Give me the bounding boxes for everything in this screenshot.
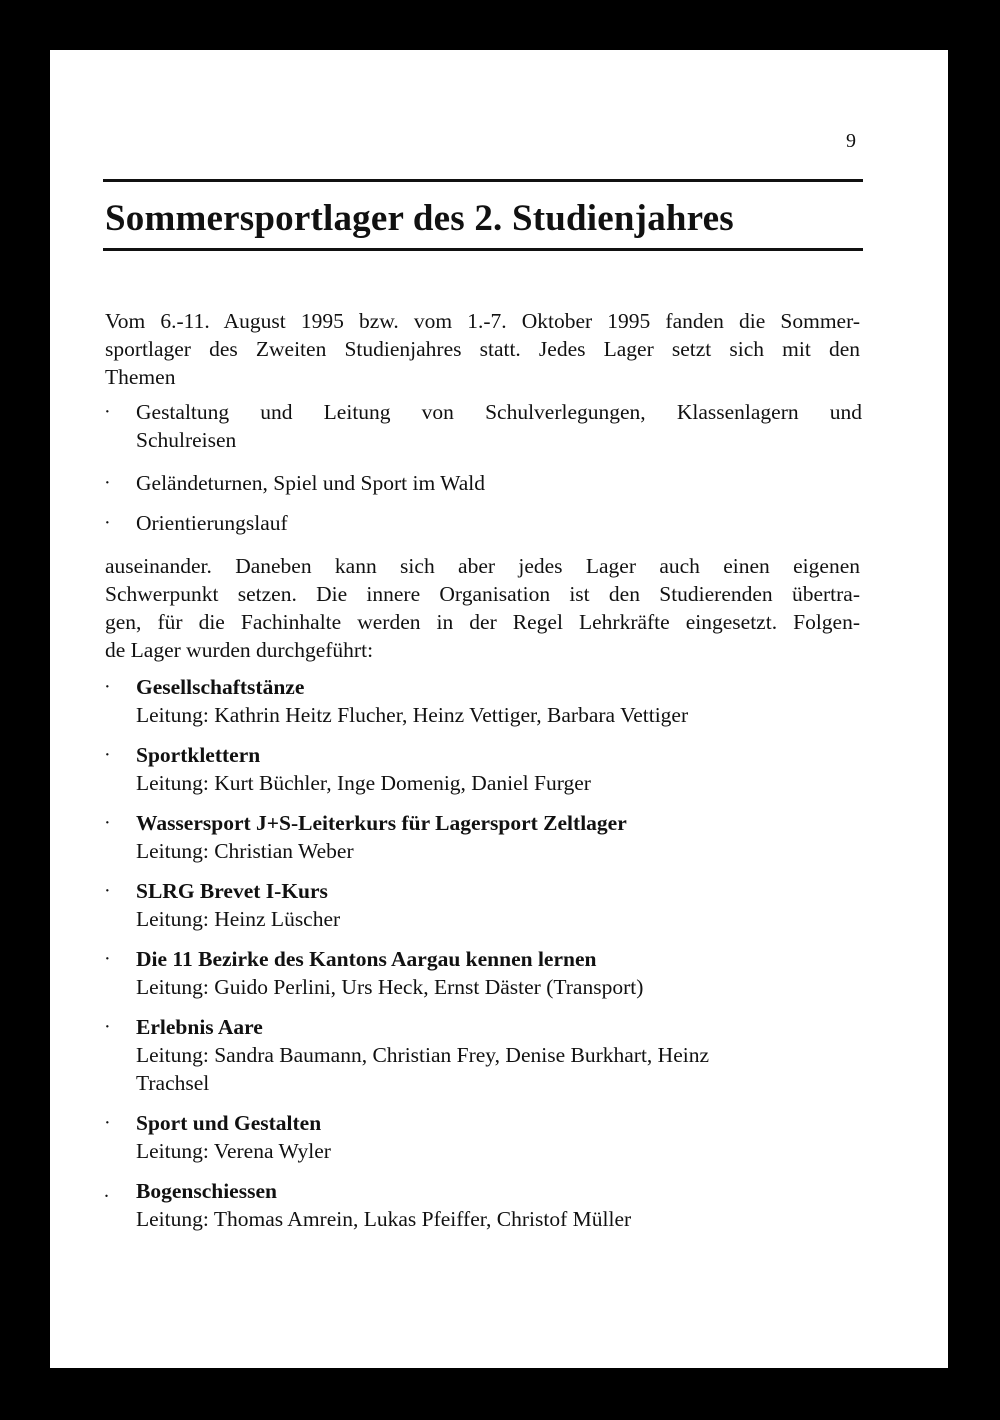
camp-name: Sport und Gestalten bbox=[136, 1111, 322, 1135]
bullet-mark: · bbox=[104, 472, 111, 494]
camp-name: Gesellschaftstänze bbox=[136, 675, 305, 699]
theme-text bbox=[136, 469, 862, 497]
camp-leaders bbox=[136, 1205, 862, 1233]
bullet-mark: · bbox=[104, 1016, 111, 1038]
theme-line: Schulreisen bbox=[136, 428, 237, 452]
camp-name: SLRG Brevet I-Kurs bbox=[136, 879, 328, 903]
leaders-line: Leitung: Verena Wyler bbox=[136, 1139, 331, 1163]
bullet-mark: · bbox=[104, 948, 111, 970]
camp-text bbox=[136, 673, 862, 729]
leaders-line: Trachsel bbox=[136, 1071, 210, 1095]
camp-leaders bbox=[136, 769, 862, 797]
theme-text bbox=[136, 398, 862, 454]
camp-text bbox=[136, 741, 862, 797]
page-number: 9 bbox=[846, 130, 856, 152]
camp-text bbox=[136, 945, 862, 1001]
title-rule-bottom bbox=[103, 248, 863, 251]
bullet-mark: . bbox=[104, 1180, 109, 1202]
outro-line: auseinander. Daneben kann sich aber jedes Lager auch einen eigenen bbox=[105, 554, 860, 578]
leaders-line: Leitung: Christian Weber bbox=[136, 839, 354, 863]
camp-leaders bbox=[136, 1137, 862, 1165]
outro-paragraph bbox=[105, 552, 860, 664]
outro-line: gen, für die Fachinhalte werden in der Regel Lehrkräfte eingesetzt. Folgen- bbox=[105, 610, 860, 634]
bullet-mark: · bbox=[104, 812, 111, 834]
intro-line: sportlager des Zweiten Studienjahres statt. Jedes Lager setzt sich mit den bbox=[105, 337, 860, 361]
camp-text bbox=[136, 1109, 862, 1165]
camp-text bbox=[136, 809, 862, 865]
camp-leaders bbox=[136, 1041, 862, 1097]
leaders-line: Leitung: Kathrin Heitz Flucher, Heinz Vettiger, Barbara Vettiger bbox=[136, 703, 689, 727]
theme-line: Orientierungslauf bbox=[136, 511, 288, 535]
camp-name: Wassersport J+S-Leiterkurs für Lagersport Zeltlager bbox=[136, 811, 627, 835]
intro-line: Vom 6.-11. August 1995 bzw. vom 1.-7. Oktober 1995 fanden die Sommer- bbox=[105, 309, 860, 333]
theme-line: Gestaltung und Leitung von Schulverlegungen, Klassenlagern und bbox=[136, 400, 862, 424]
intro-paragraph bbox=[105, 307, 860, 391]
outro-line: de Lager wurden durchgeführt: bbox=[105, 638, 374, 662]
bullet-mark: · bbox=[104, 880, 111, 902]
document-page bbox=[50, 50, 948, 1368]
camp-name: Sportklettern bbox=[136, 743, 261, 767]
bullet-mark: · bbox=[104, 676, 111, 698]
camp-leaders bbox=[136, 701, 862, 729]
leaders-line: Leitung: Sandra Baumann, Christian Frey, Denise Burkhart, Heinz bbox=[136, 1043, 710, 1067]
bullet-mark: · bbox=[104, 401, 111, 423]
camp-text bbox=[136, 1177, 862, 1233]
theme-text bbox=[136, 509, 862, 537]
outro-line: Schwerpunkt setzen. Die innere Organisation ist den Studierenden übertra- bbox=[105, 582, 860, 606]
bullet-mark: · bbox=[104, 744, 111, 766]
camp-text bbox=[136, 1013, 862, 1097]
theme-line: Geländeturnen, Spiel und Sport im Wald bbox=[136, 471, 485, 495]
camp-leaders bbox=[136, 837, 862, 865]
camp-name: Erlebnis Aare bbox=[136, 1015, 263, 1039]
leaders-line: Leitung: Guido Perlini, Urs Heck, Ernst Däster (Transport) bbox=[136, 975, 644, 999]
camp-leaders bbox=[136, 973, 862, 1001]
bullet-mark: · bbox=[104, 1112, 111, 1134]
camp-leaders bbox=[136, 905, 862, 933]
camp-name: Bogenschiessen bbox=[136, 1179, 277, 1203]
page-title: Sommersportlager des 2. Studienjahres bbox=[105, 198, 734, 239]
camp-text bbox=[136, 877, 862, 933]
leaders-line: Leitung: Thomas Amrein, Lukas Pfeiffer, Christof Müller bbox=[136, 1207, 632, 1231]
leaders-line: Leitung: Kurt Büchler, Inge Domenig, Daniel Furger bbox=[136, 771, 591, 795]
intro-line: Themen bbox=[105, 365, 176, 389]
camp-name: Die 11 Bezirke des Kantons Aargau kennen lernen bbox=[136, 947, 597, 971]
leaders-line: Leitung: Heinz Lüscher bbox=[136, 907, 341, 931]
title-rule-top bbox=[103, 179, 863, 182]
bullet-mark: · bbox=[104, 512, 111, 534]
